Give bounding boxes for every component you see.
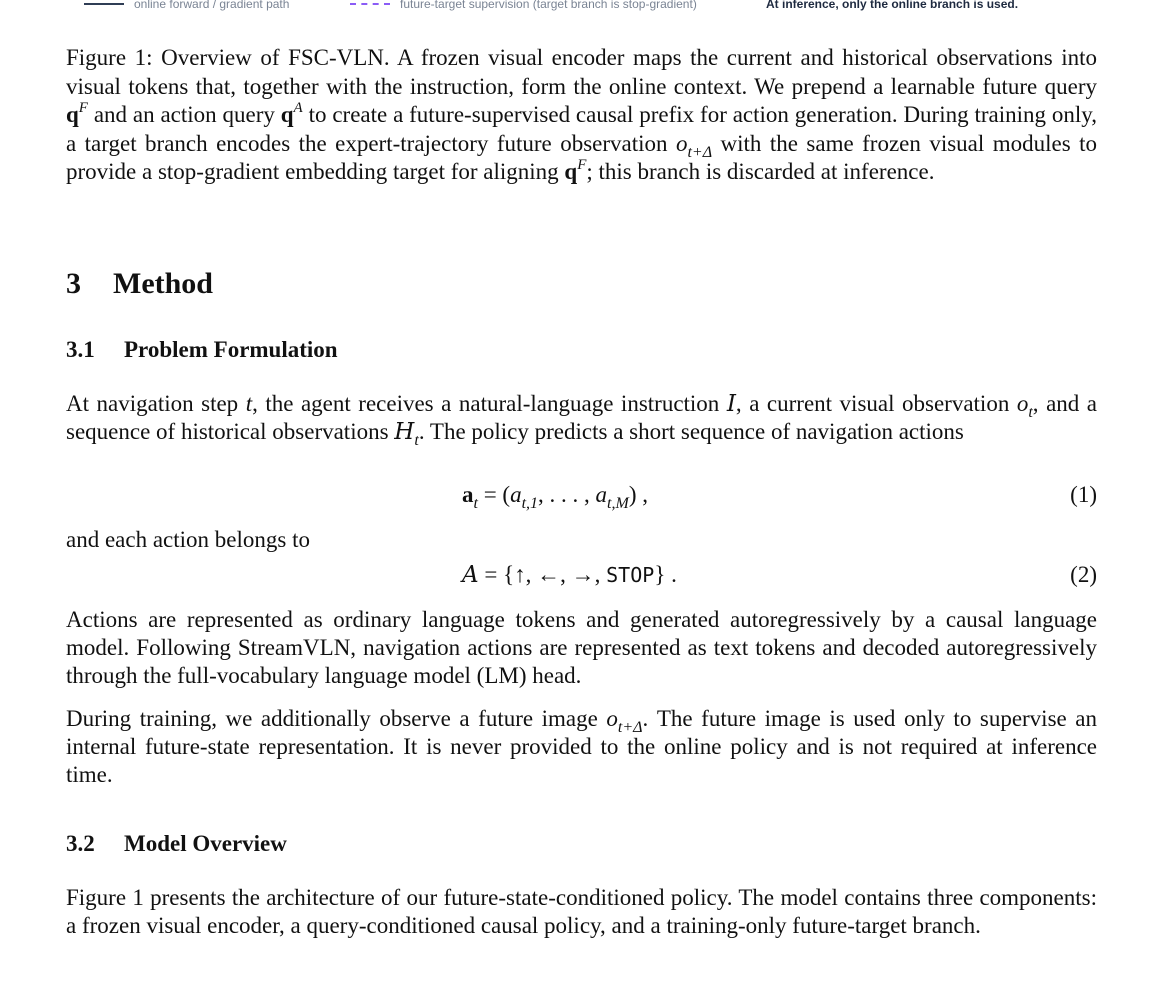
legend-online-path: online forward / gradient path <box>84 0 289 10</box>
equation-2-body: A = {↑, ←, →, STOP} . <box>462 562 677 588</box>
paragraph-model-overview: Figure 1 presents the architecture of our future-state-conditioned policy. The model contains three components: a frozen visual encoder, a query-conditioned causal policy, and a training-only future-target branch. <box>66 885 1097 939</box>
paragraph-action-belongs: and each action belongs to <box>66 527 310 552</box>
equation-2-number: (2) <box>1070 562 1097 587</box>
paragraph-action-tokens: Actions are represented as ordinary language tokens and generated autoregressively by a causal language model. Following StreamVLN, navigation actions are represented as text tokens and decoded autoregressively through the full-vocabulary language model (LM) head. <box>66 607 1097 689</box>
equation-1-body: $a_t = (a_{t,1}$, . . . , $a_{t,M}$) , <box>462 482 648 512</box>
legend-inference-note: At inference, only the online branch is used. <box>766 0 1019 11</box>
equation-1 <box>66 480 1097 510</box>
dashed-line-icon <box>350 3 390 5</box>
section-heading-method: 3 Method <box>66 267 213 300</box>
paragraph-future-image: During training, we additionally observe a future image $o_{t+\Delta}$. The future image is used only to supervise an internal future-state representation. It is never provided to the online policy and is not required at inference time. <box>66 706 1097 788</box>
solid-line-icon <box>84 3 124 5</box>
subsection-heading-problem-formulation: 3.1 Problem Formulation <box>66 337 338 362</box>
subsection-heading-model-overview: 3.2 Model Overview <box>66 831 287 856</box>
figure-caption: Figure 1: Overview of FSC-VLN. A frozen visual encoder maps the current and historical observations into visual tokens that, together with the instruction, form the online context. We prepend a learnable future query $q^F$ and an action query $q^A$ to create a future-supervised causal prefix for action generation. During training only, a target branch encodes the expert-trajectory future observation $o_{t+\Delta}$ with the same frozen visual modules to provide a stop-gradient embedding target for aligning $q^F$; this branch is discarded at inference. <box>66 45 1098 184</box>
equation-2 <box>66 560 1097 590</box>
equation-1-number: (1) <box>1070 482 1097 507</box>
caption-label: Figure 1: <box>66 45 153 70</box>
figure-legend <box>84 0 1084 14</box>
paragraph-problem-setup: At navigation step t, the agent receives a natural-language instruction I, a current visual observation $o_t$, and a sequence of historical observations $H_t$. The policy predicts a short sequence of navigation actions <box>66 391 1097 450</box>
legend-future-supervision: future-target supervision (target branch is stop-gradient) <box>350 0 697 10</box>
